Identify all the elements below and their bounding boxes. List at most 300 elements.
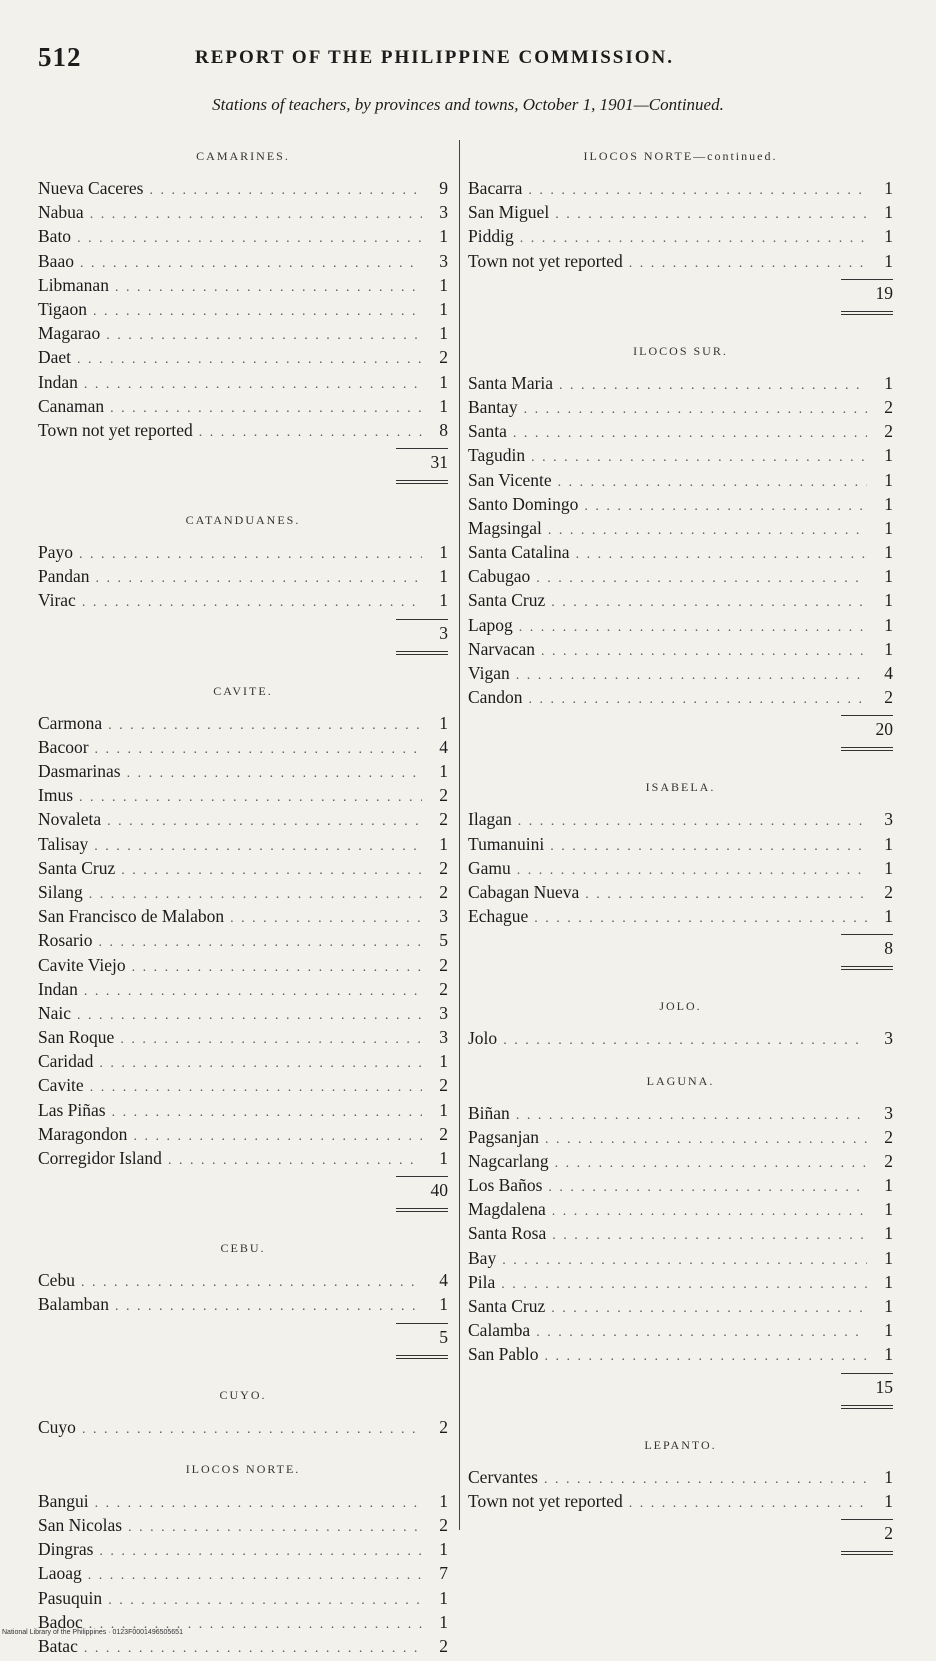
- town-row: [468, 1173, 893, 1197]
- town-row: [468, 832, 893, 856]
- total-block: [468, 928, 893, 976]
- town-row: [468, 564, 893, 588]
- teacher-count: 1: [439, 298, 448, 319]
- teacher-count: 2: [439, 1075, 448, 1096]
- town-row: [38, 904, 448, 928]
- dot-leader: [115, 276, 422, 300]
- total-block: [38, 1317, 448, 1365]
- dot-leader: [93, 300, 422, 324]
- town-row: [38, 880, 448, 904]
- teacher-count: 1: [884, 1223, 893, 1244]
- teacher-count: 1: [439, 566, 448, 587]
- sum-rule: [841, 279, 893, 280]
- dot-leader: [548, 519, 867, 543]
- town-row: [468, 613, 893, 637]
- town-row: [38, 564, 448, 588]
- dot-leader: [149, 179, 422, 203]
- town-name: Jolo: [468, 1028, 498, 1049]
- teacher-count: 1: [884, 590, 893, 611]
- sum-rule: [396, 448, 448, 449]
- teacher-count: 1: [439, 323, 448, 344]
- town-row: [468, 856, 893, 880]
- dot-leader: [121, 859, 422, 883]
- town-name: Libmanan: [38, 274, 109, 295]
- section-cebu: [38, 1236, 448, 1364]
- town-name: Novaleta: [38, 809, 102, 830]
- province-heading: JOLO.: [659, 999, 702, 1014]
- teacher-count: 2: [439, 785, 448, 806]
- teacher-count: 1: [439, 1051, 448, 1072]
- town-name: Santa: [468, 421, 507, 442]
- teacher-count: 1: [884, 517, 893, 538]
- total-block: [468, 1367, 893, 1415]
- teacher-count: 3: [439, 202, 448, 223]
- teacher-count: 1: [439, 226, 448, 247]
- town-name: San Nicolas: [38, 1514, 123, 1535]
- town-row: [38, 832, 448, 856]
- town-row: [468, 492, 893, 516]
- town-row: [468, 1246, 893, 1270]
- town-name: Lapog: [468, 614, 513, 635]
- teacher-count: 2: [884, 687, 893, 708]
- section-ilocos-norte-continued: [468, 144, 893, 321]
- town-name: Town not yet reported: [38, 419, 193, 440]
- teacher-count: 1: [439, 1148, 448, 1168]
- town-name: Bato: [38, 226, 72, 247]
- teacher-count: 3: [439, 1002, 448, 1023]
- town-name: Magsingal: [468, 517, 542, 538]
- double-rule: [396, 1208, 448, 1212]
- town-name: Magarao: [38, 323, 101, 344]
- teacher-count: 3: [439, 1027, 448, 1048]
- total-block: [38, 442, 448, 490]
- town-name: Payo: [38, 542, 73, 563]
- dot-leader: [551, 1297, 867, 1321]
- town-row: [38, 1489, 448, 1513]
- town-row: [38, 1098, 448, 1122]
- teacher-count: 2: [884, 1150, 893, 1171]
- town-name: Cabagan Nueva: [468, 881, 580, 902]
- sum-rule: [841, 1373, 893, 1374]
- town-row: [38, 345, 448, 369]
- teacher-count: 2: [439, 1416, 448, 1437]
- teacher-count: 3: [884, 809, 893, 830]
- town-row: [38, 1537, 448, 1561]
- town-name: Santa Rosa: [468, 1223, 547, 1244]
- town-name: Piddig: [468, 226, 514, 247]
- dot-leader: [112, 1101, 422, 1125]
- town-row: [38, 1292, 448, 1316]
- dot-leader: [551, 591, 867, 615]
- town-row: [468, 443, 893, 467]
- town-row: [468, 1221, 893, 1245]
- teacher-count: 3: [439, 250, 448, 271]
- dot-leader: [99, 1540, 422, 1564]
- double-rule: [841, 747, 893, 751]
- town-row: [38, 759, 448, 783]
- town-name: San Vicente: [468, 469, 552, 490]
- town-row: [468, 661, 893, 685]
- dot-leader: [127, 762, 422, 786]
- town-name: Echague: [468, 906, 529, 927]
- town-row: [468, 1342, 893, 1366]
- section-jolo: [468, 994, 893, 1050]
- dot-leader: [88, 1564, 422, 1588]
- dot-leader: [84, 373, 422, 397]
- town-row: [38, 1268, 448, 1292]
- teacher-count: 4: [439, 736, 448, 757]
- dot-leader: [516, 664, 867, 688]
- teacher-count: 1: [439, 1294, 448, 1315]
- town-name: Badoc: [38, 1611, 83, 1632]
- teacher-count: 1: [439, 1099, 448, 1120]
- province-total: 2: [884, 1522, 893, 1543]
- town-name: Maragondon: [38, 1123, 128, 1144]
- dot-leader: [128, 1516, 422, 1540]
- double-rule: [841, 311, 893, 315]
- province-heading: CUYO.: [219, 1387, 267, 1402]
- province-heading: ISABELA.: [645, 780, 716, 795]
- town-name: Vigan: [468, 663, 510, 683]
- town-row: [468, 516, 893, 540]
- town-row: [38, 856, 448, 880]
- teacher-count: 1: [884, 1271, 893, 1292]
- province-heading: ILOCOS NORTE.: [185, 1461, 301, 1476]
- dot-leader: [502, 1249, 867, 1273]
- teacher-count: 2: [884, 421, 893, 442]
- town-row: [468, 1125, 893, 1149]
- sum-rule: [841, 1519, 893, 1520]
- dot-leader: [559, 374, 867, 398]
- province-total: 3: [439, 622, 448, 643]
- town-row: [468, 1294, 893, 1318]
- town-row: [468, 807, 893, 831]
- dot-leader: [584, 495, 867, 519]
- scan-credit: National Library of the Philippines · 0123F0001496505651: [2, 1629, 183, 1636]
- town-name: Carmona: [38, 712, 103, 733]
- teacher-count: 1: [439, 761, 448, 781]
- dot-leader: [541, 640, 867, 664]
- town-name: Town not yet reported: [468, 1490, 623, 1511]
- town-row: [38, 224, 448, 248]
- teacher-count: 1: [884, 202, 893, 223]
- dot-leader: [81, 1271, 422, 1295]
- teacher-count: 1: [884, 178, 893, 198]
- dot-leader: [77, 348, 422, 372]
- town-name: Cebu: [38, 1270, 75, 1291]
- province-heading: LEPANTO.: [644, 1437, 717, 1452]
- teacher-count: 2: [884, 1126, 893, 1147]
- dot-leader: [94, 835, 422, 859]
- teacher-count: 1: [884, 1247, 893, 1268]
- town-row: [38, 297, 448, 321]
- section-ilocos-norte: [38, 1457, 448, 1658]
- section-laguna: [468, 1069, 893, 1415]
- total-block: [468, 709, 893, 757]
- dot-leader: [77, 1004, 422, 1028]
- town-name: San Miguel: [468, 202, 550, 223]
- teacher-count: 1: [884, 493, 893, 514]
- sum-rule: [841, 715, 893, 716]
- teacher-count: 1: [439, 712, 448, 733]
- province-heading: CAVITE.: [213, 683, 273, 698]
- town-name: Candon: [468, 687, 523, 708]
- town-row: [468, 371, 893, 395]
- dot-leader: [107, 810, 422, 834]
- dot-leader: [524, 398, 867, 422]
- town-row: [38, 394, 448, 418]
- teacher-count: 2: [439, 1635, 448, 1656]
- town-row: [468, 419, 893, 443]
- section-cuyo: [38, 1383, 448, 1439]
- dot-leader: [132, 956, 422, 980]
- teacher-count: 1: [884, 1296, 893, 1316]
- dot-leader: [90, 203, 422, 227]
- dot-leader: [77, 227, 422, 251]
- teacher-count: 2: [439, 347, 448, 368]
- dot-leader: [99, 1052, 422, 1076]
- teacher-count: 1: [884, 906, 893, 927]
- town-name: Rosario: [38, 930, 93, 951]
- town-name: Balamban: [38, 1294, 109, 1315]
- province-total: 19: [875, 282, 893, 303]
- dot-leader: [555, 1152, 867, 1176]
- sum-rule: [396, 619, 448, 620]
- town-row: [468, 224, 893, 248]
- total-block: [38, 613, 448, 661]
- town-row: [468, 1101, 893, 1125]
- section-camarines: [38, 144, 448, 490]
- teacher-count: 2: [884, 396, 893, 417]
- dot-leader: [513, 422, 867, 446]
- sum-rule: [396, 1323, 448, 1324]
- dot-leader: [79, 786, 422, 810]
- teacher-count: 1: [884, 857, 893, 878]
- teacher-count: 2: [439, 881, 448, 902]
- town-name: Indan: [38, 978, 78, 999]
- town-name: Dingras: [38, 1539, 94, 1560]
- town-row: [468, 1026, 893, 1050]
- teacher-count: 2: [884, 881, 893, 902]
- dot-leader: [552, 1200, 867, 1224]
- teacher-count: 1: [884, 226, 893, 247]
- teacher-count: 1: [884, 638, 893, 659]
- town-name: Daet: [38, 347, 72, 368]
- teacher-count: 1: [884, 1490, 893, 1511]
- town-name: Cervantes: [468, 1466, 538, 1487]
- teacher-count: 1: [439, 1490, 448, 1511]
- town-name: Nueva Caceres: [38, 178, 144, 198]
- town-name: Biñan: [468, 1102, 510, 1123]
- double-rule: [841, 966, 893, 970]
- teacher-count: 1: [884, 1175, 893, 1196]
- province-total: 15: [875, 1376, 893, 1397]
- dot-leader: [536, 567, 867, 591]
- town-row: [468, 249, 893, 273]
- town-name: Corregidor Island: [38, 1148, 162, 1168]
- town-name: Santa Cruz: [468, 1296, 546, 1316]
- dot-leader: [95, 1492, 422, 1516]
- teacher-count: 1: [884, 1466, 893, 1487]
- teacher-count: 1: [884, 1199, 893, 1220]
- section-ilocos-sur: [468, 339, 893, 758]
- town-name: Cavite Viejo: [38, 954, 126, 975]
- section-isabela: [468, 775, 893, 976]
- teacher-count: 2: [439, 978, 448, 999]
- table-subtitle: Stations of teachers, by provinces and towns, October 1, 1901—Continued.: [212, 95, 724, 114]
- sum-rule: [841, 934, 893, 935]
- teacher-count: 1: [884, 372, 893, 393]
- section-cavite: [38, 679, 448, 1219]
- dot-leader: [519, 616, 867, 640]
- town-row: [468, 1149, 893, 1173]
- dot-leader: [528, 179, 867, 203]
- town-name: Bantay: [468, 396, 518, 417]
- town-name: Cavite: [38, 1075, 84, 1096]
- town-name: Narvacan: [468, 638, 536, 659]
- dot-leader: [576, 543, 867, 567]
- town-name: Virac: [38, 590, 76, 611]
- teacher-count: 4: [884, 663, 893, 683]
- running-title: REPORT OF THE PHILIPPINE COMMISSION.: [195, 47, 675, 68]
- teacher-count: 9: [439, 178, 448, 198]
- town-name: Talisay: [38, 833, 89, 854]
- town-row: [38, 977, 448, 1001]
- town-row: [38, 1122, 448, 1146]
- town-name: Bacoor: [38, 736, 89, 757]
- teacher-count: 1: [439, 1587, 448, 1608]
- dot-leader: [555, 203, 867, 227]
- town-row: [468, 588, 893, 612]
- dot-leader: [516, 1104, 867, 1128]
- teacher-count: 8: [439, 419, 448, 440]
- province-heading: CEBU.: [220, 1241, 266, 1256]
- dot-leader: [536, 1321, 867, 1345]
- teacher-count: 4: [439, 1270, 448, 1291]
- teacher-count: 1: [884, 1344, 893, 1365]
- town-row: [38, 783, 448, 807]
- teacher-count: 5: [439, 930, 448, 951]
- total-block: [468, 1513, 893, 1561]
- province-heading: CATANDUANES.: [185, 513, 301, 528]
- dot-leader: [531, 446, 867, 470]
- dot-leader: [84, 1637, 422, 1661]
- town-name: Los Baños: [468, 1175, 543, 1196]
- dot-leader: [552, 1224, 867, 1248]
- town-row: [38, 928, 448, 952]
- town-name: Town not yet reported: [468, 250, 623, 271]
- town-row: [38, 1001, 448, 1025]
- town-row: [38, 1634, 448, 1658]
- town-row: [468, 1270, 893, 1294]
- town-name: Tagudin: [468, 445, 526, 466]
- town-row: [38, 807, 448, 831]
- town-row: [468, 540, 893, 564]
- province-total: 40: [430, 1180, 448, 1201]
- province-heading: CAMARINES.: [196, 149, 290, 163]
- town-name: Santa Catalina: [468, 542, 570, 563]
- town-row: [468, 880, 893, 904]
- town-name: San Roque: [38, 1027, 115, 1048]
- town-name: Calamba: [468, 1320, 531, 1341]
- teacher-count: 2: [439, 809, 448, 830]
- town-row: [38, 321, 448, 345]
- teacher-count: 2: [439, 1123, 448, 1144]
- dot-leader: [98, 931, 422, 955]
- teacher-count: 1: [439, 542, 448, 563]
- town-row: [468, 176, 893, 200]
- left-column: [38, 140, 448, 1658]
- dot-leader: [120, 1028, 422, 1052]
- province-heading: ILOCOS NORTE—continued.: [583, 149, 778, 163]
- right-column: [468, 140, 893, 1561]
- dot-leader: [79, 543, 422, 567]
- teacher-count: 2: [439, 857, 448, 878]
- town-name: Cuyo: [38, 1416, 76, 1437]
- teacher-count: 1: [884, 566, 893, 587]
- teacher-count: 2: [439, 1514, 448, 1535]
- dot-leader: [84, 980, 422, 1004]
- town-name: Naic: [38, 1002, 72, 1023]
- dot-leader: [106, 324, 422, 348]
- dot-leader: [80, 252, 422, 276]
- province-total: 31: [430, 452, 448, 473]
- dot-leader: [545, 1128, 867, 1152]
- town-name: Imus: [38, 785, 73, 806]
- town-name: Tigaon: [38, 298, 87, 319]
- town-name: Santa Cruz: [38, 857, 116, 878]
- town-row: [38, 735, 448, 759]
- sum-rule: [396, 1176, 448, 1177]
- town-row: [38, 1049, 448, 1073]
- double-rule: [396, 1355, 448, 1359]
- town-name: Laoag: [38, 1563, 82, 1584]
- town-name: Indan: [38, 371, 78, 392]
- town-name: Gamu: [468, 857, 511, 878]
- province-heading: LAGUNA.: [646, 1073, 715, 1088]
- dot-leader: [558, 471, 867, 495]
- town-name: Batac: [38, 1635, 78, 1656]
- town-row: [38, 176, 448, 200]
- town-name: Bangui: [38, 1490, 89, 1511]
- town-row: [38, 711, 448, 735]
- town-row: [468, 468, 893, 492]
- town-row: [38, 540, 448, 564]
- town-row: [38, 1025, 448, 1049]
- province-total: 8: [884, 938, 893, 959]
- town-name: San Pablo: [468, 1344, 539, 1365]
- town-row: [38, 418, 448, 442]
- province-total: 20: [875, 719, 893, 740]
- page-number: 512: [38, 42, 82, 72]
- teacher-count: 1: [439, 833, 448, 854]
- teacher-count: 1: [884, 542, 893, 563]
- town-row: [468, 685, 893, 709]
- dot-leader: [550, 835, 867, 859]
- teacher-count: 1: [439, 395, 448, 416]
- double-rule: [841, 1551, 893, 1555]
- teacher-count: 1: [884, 614, 893, 635]
- teacher-count: 1: [884, 445, 893, 466]
- town-name: Caridad: [38, 1051, 94, 1072]
- town-name: San Francisco de Malabon: [38, 906, 225, 927]
- town-name: Silang: [38, 881, 83, 902]
- teacher-count: 1: [439, 1611, 448, 1632]
- town-row: [38, 1073, 448, 1097]
- dot-leader: [501, 1273, 867, 1297]
- town-name: Santo Domingo: [468, 493, 579, 514]
- dot-leader: [96, 567, 422, 591]
